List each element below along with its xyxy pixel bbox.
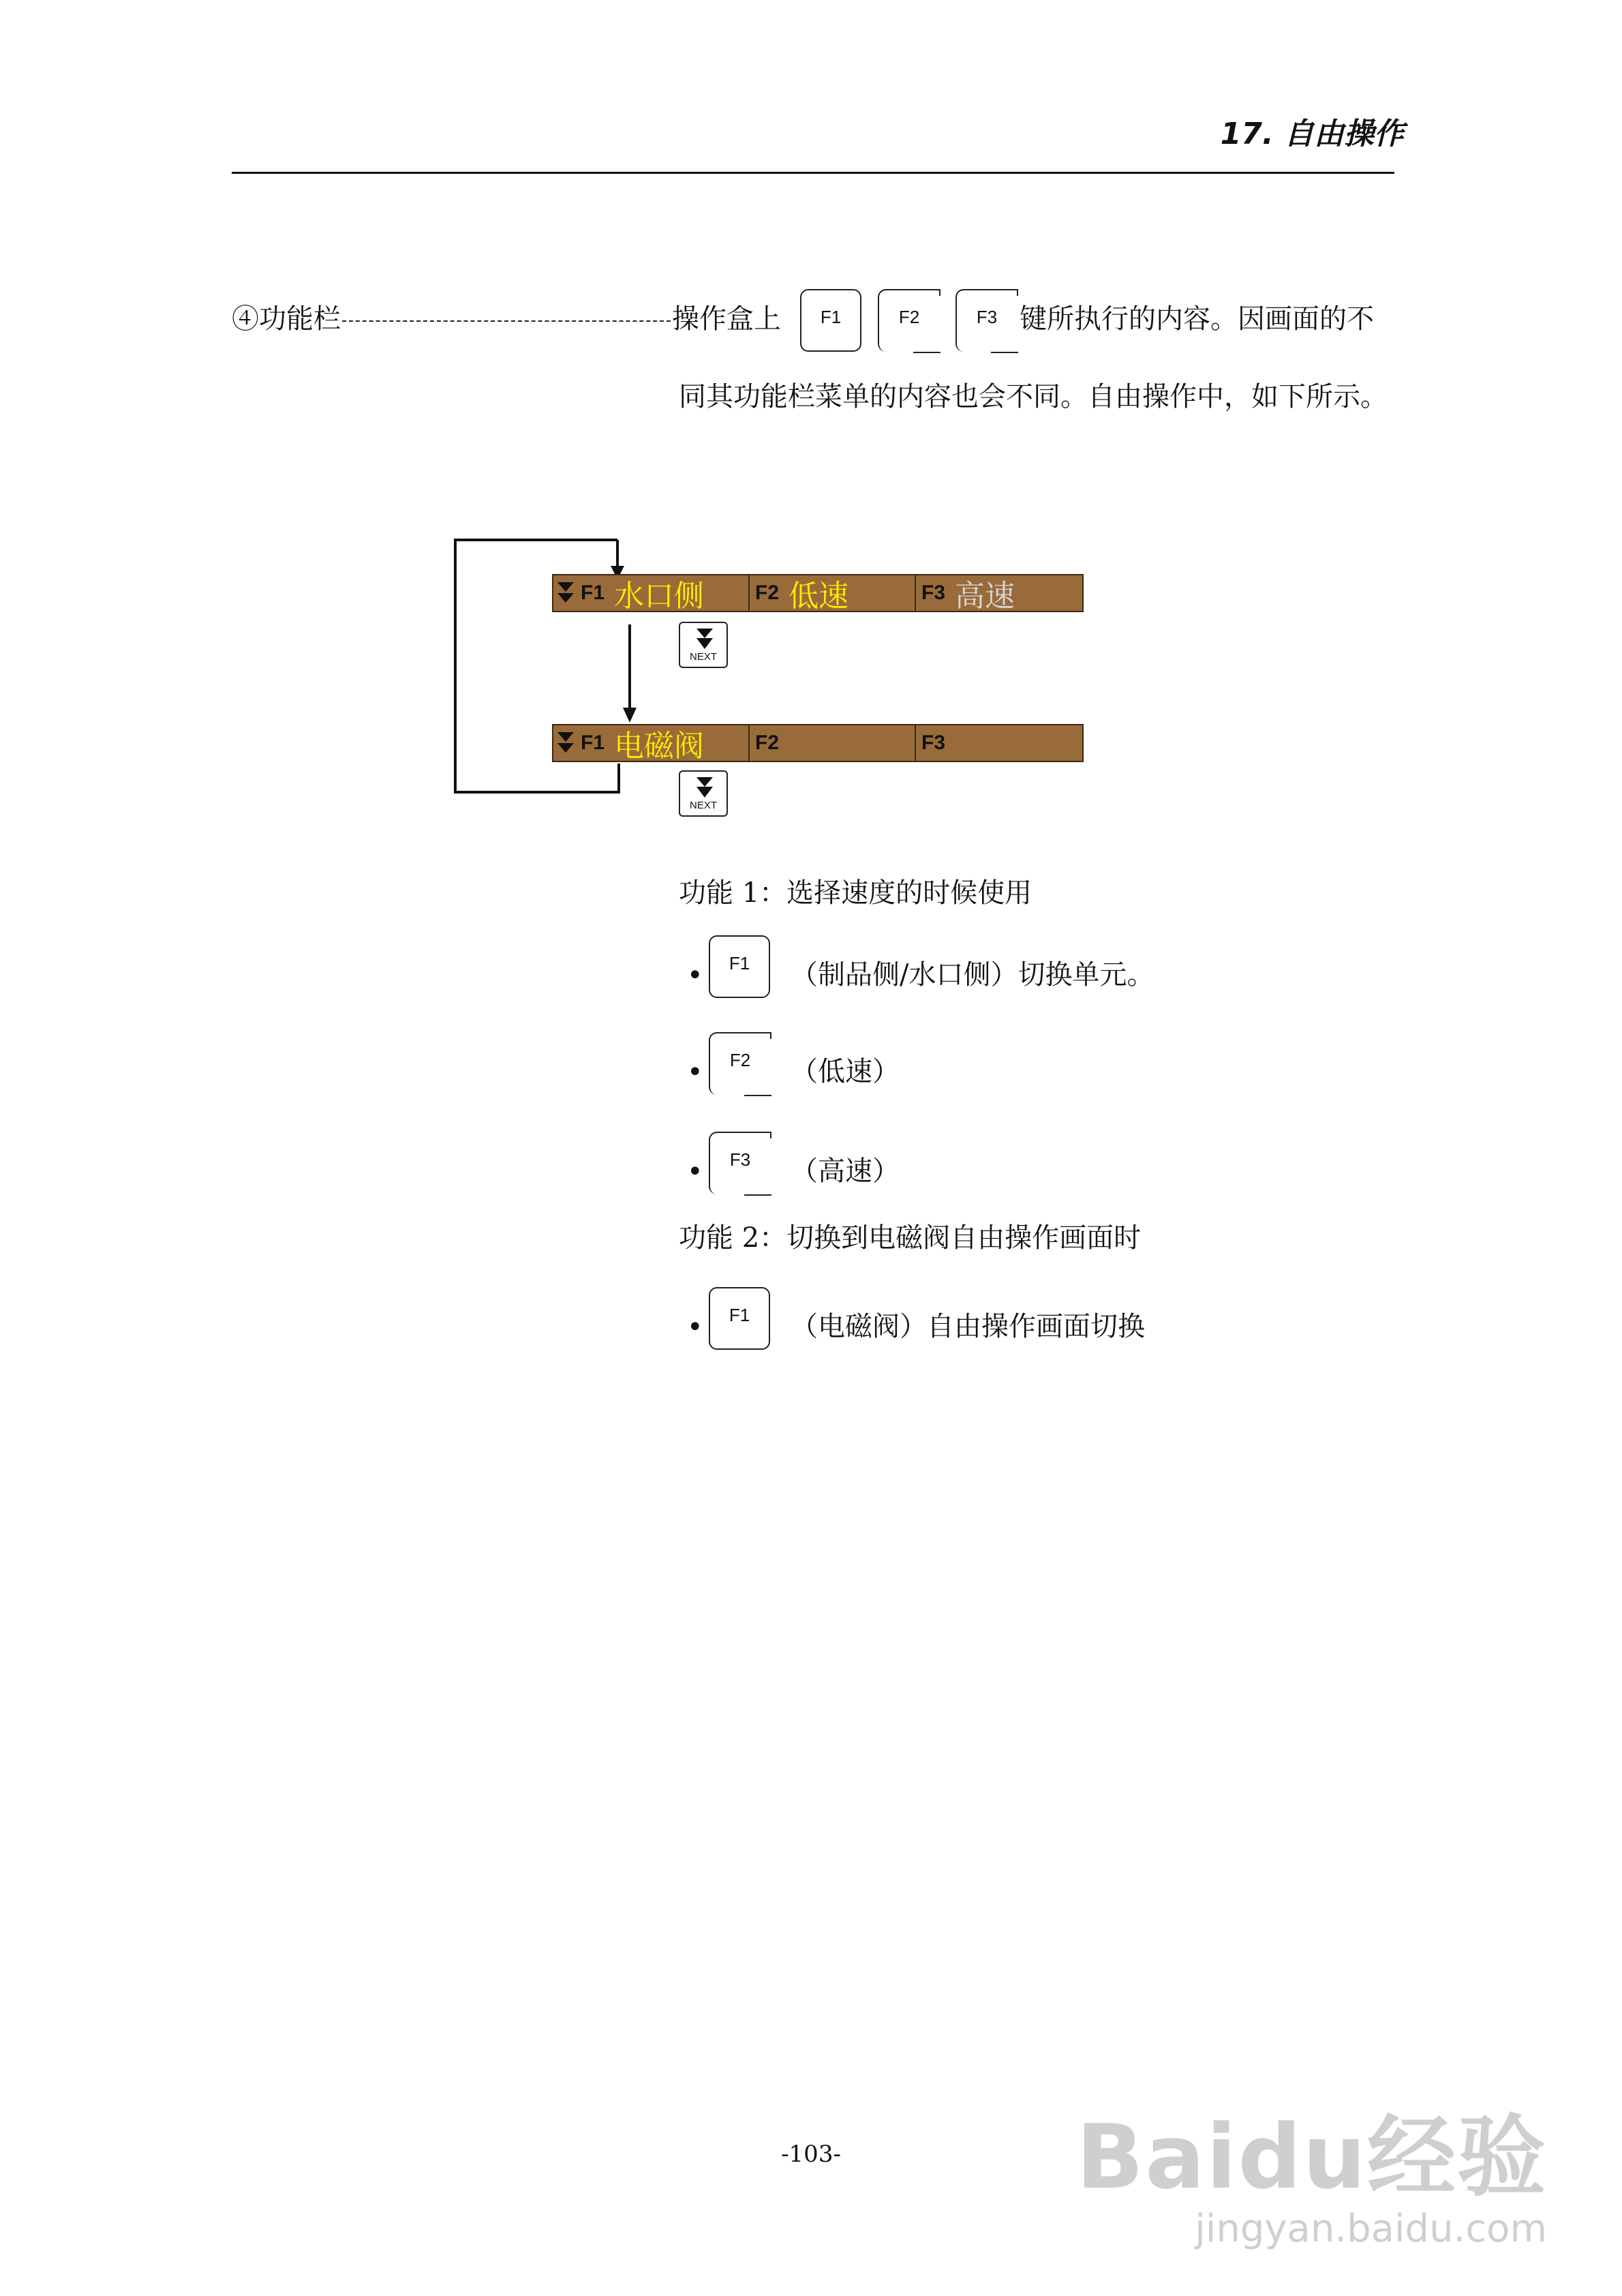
bar1-f1-key: F1 [581,581,605,604]
f2-key-icon: F2 [709,1032,770,1095]
bar2-f3-key: F3 [921,731,946,754]
bullet: • [687,1156,703,1188]
function-2-item-text: （电磁阀）自由操作画面切换 [791,1311,1145,1342]
function-1-item-text: （低速） [791,1056,900,1087]
bar2-f1-label: 电磁阀 [614,729,705,763]
bar1-f3-slot [921,575,1015,611]
function-2-title: 功能 2：切换到电磁阀自由操作画面时 [679,1222,1142,1254]
f1-key-icon: F1 [709,935,770,998]
bar1-f2-slot [755,575,848,611]
double-down-arrow-icon [695,776,714,800]
bar2-f1-slot [581,725,704,761]
bar1-f3-label: 高速 [955,579,1015,613]
page-number: -103- [781,2141,841,2168]
bar1-separator [748,575,750,611]
bar2-f2-slot [755,725,789,761]
double-down-arrow-icon [695,627,714,652]
bar1-separator [915,575,916,611]
f3-key-icon: F3 [709,1132,770,1194]
chapter-title: 17. 自由操作 [1220,117,1404,151]
function-bar-label: ④功能栏 [232,303,341,335]
bar2-f3-slot [921,725,955,761]
next-key-icon [679,622,728,668]
intro-suffix: 键所执行的内容。因画面的不 [1020,303,1374,335]
intro-line-2: 同其功能栏菜单的内容也会不同。自由操作中，如下所示。 [679,381,1388,412]
f2-key-icon: F2 [878,289,939,352]
bar1-f2-label: 低速 [789,579,849,613]
bar1-f1-label: 水口侧 [614,579,705,613]
double-down-arrow-icon [556,729,575,757]
next-key-icon [679,770,728,817]
bullet: • [687,960,703,991]
intro-prefix: 操作盒上 [672,303,781,335]
function-1-item-text: （制品侧/水口侧）切换单元。 [791,959,1154,991]
baidu-watermark [1076,2086,1547,2251]
watermark-url: jingyan.baidu.com [1195,2207,1547,2251]
bar2-separator [915,725,916,761]
function-bar-page-2 [552,724,1084,762]
function-bar-page-1 [552,574,1084,612]
f1-key-icon: F1 [800,289,861,352]
function-1-title: 功能 1：选择速度的时候使用 [679,877,1032,909]
f3-key-icon: F3 [955,289,1017,352]
bar2-f1-key: F1 [581,731,605,754]
bar1-f3-key: F3 [921,581,946,604]
bullet: • [687,1312,703,1343]
function-1-item-text: （高速） [791,1155,900,1187]
watermark-logo: Baidu经验 [1076,2105,1547,2209]
bar2-separator [748,725,750,761]
bar1-f1-slot [581,575,704,611]
next-key-label: NEXT [689,651,717,663]
double-down-arrow-icon [556,579,575,607]
next-key-label: NEXT [689,800,717,811]
bar2-f2-key: F2 [755,731,780,754]
f1-key-icon: F1 [709,1287,770,1350]
bullet: • [687,1057,703,1088]
bar1-f2-key: F2 [755,581,780,604]
